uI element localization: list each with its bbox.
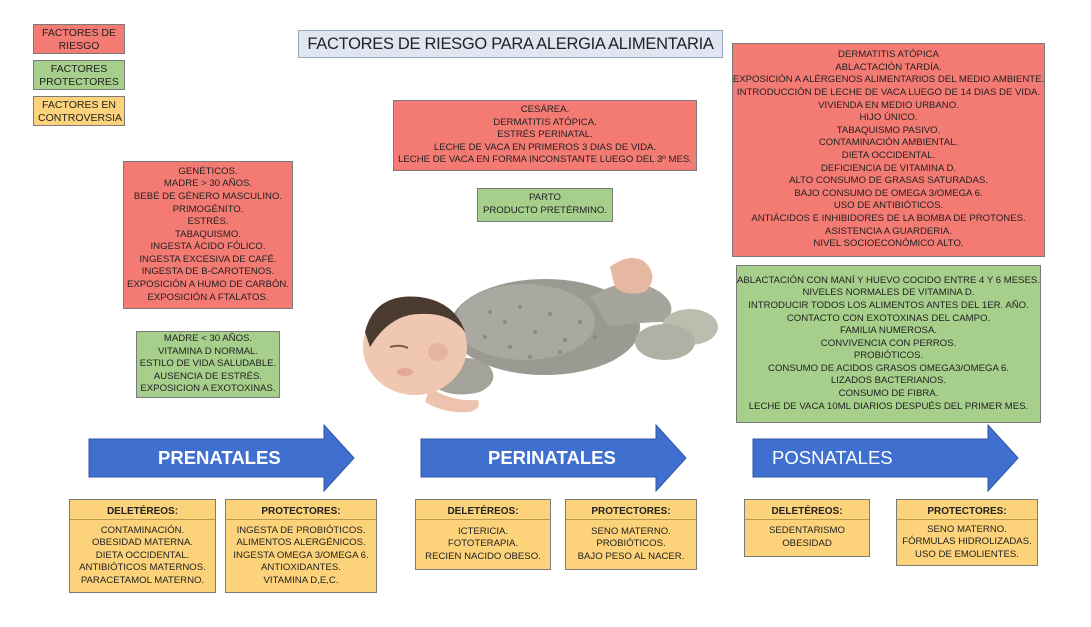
posnatal-risk-box — [732, 43, 1045, 257]
list-item: TABAQUISMO PASIVO. — [836, 124, 941, 136]
list-item: LECHE DE VACA EN PRIMEROS 3 DIAS DE VIDA. — [433, 141, 657, 153]
box-heading: PROTECTORES: — [591, 506, 671, 517]
list-item: NIVEL SOCIOECONÓMICO ALTO. — [813, 238, 964, 250]
list-item: CONSUMO DE ACIDOS GRASOS OMEGA3/OMEGA 6. — [768, 362, 1009, 374]
prenatal-protective-box-bottom — [225, 499, 377, 593]
box-heading: DELETÉREOS: — [771, 506, 843, 517]
list-item: PRODUCTO PRETÉRMINO. — [482, 205, 608, 216]
list-item: PARTO — [529, 192, 561, 204]
page-title: FACTORES DE RIESGO PARA ALERGIA ALIMENTARIA — [298, 30, 723, 58]
box-items — [897, 519, 1037, 565]
list-item: USO DE EMOLIENTES. — [915, 548, 1019, 560]
box-items — [566, 519, 696, 569]
perinatal-protective-box-bottom — [565, 499, 697, 570]
prenatal-protective-box — [136, 331, 280, 398]
list-item: TABAQUISMO. — [175, 228, 241, 240]
list-item: LECHE DE VACA EN FORMA INCONSTANTE LUEGO DEL 3º MES. — [398, 154, 692, 166]
list-item: FOTOTERAPIA. — [447, 538, 519, 550]
list-item: PARACETAMOL MATERNO. — [80, 574, 205, 586]
list-item: PROBIÓTICOS. — [853, 350, 924, 362]
list-item: CONVIVENCIA CON PERROS. — [820, 337, 957, 349]
list-item: ESTRÉS PERINATAL. — [497, 129, 593, 141]
list-item: RECIEN NACIDO OBESO. — [425, 550, 541, 562]
posnatal-protective-box — [736, 265, 1041, 423]
prenatal-arrow-label: PRENATALES — [158, 447, 281, 468]
list-item: INGESTA DE B-CAROTENOS. — [141, 266, 275, 278]
perinatal-risk-box — [393, 100, 697, 171]
list-item: FAMILIA NUMEROSA. — [839, 325, 938, 337]
list-item: DIETA OCCIDENTAL. — [841, 150, 936, 161]
box-heading: DELETÉREOS: — [106, 506, 179, 517]
legend-risk: FACTORES DE RIESGO — [33, 24, 125, 54]
prenatal-risk-box — [123, 161, 293, 309]
list-item: LIZADOS BACTERIANOS. — [830, 375, 947, 387]
list-item: SENO MATERNO. — [591, 525, 671, 537]
posnatal-deleterious-box — [744, 499, 870, 557]
list-item: INGESTA ÁCIDO FÓLICO. — [150, 241, 266, 253]
list-item: GENÉTICOS. — [178, 165, 238, 177]
list-item: CESÁREA. — [520, 104, 570, 116]
list-item: SENO MATERNO. — [927, 523, 1007, 535]
legend-controversy: FACTORES EN CONTROVERSIA — [33, 96, 125, 126]
list-item: ESTRÉS. — [187, 216, 229, 228]
list-item: ESTILO DE VIDA SALUDABLE. — [139, 358, 277, 370]
list-item: CONSUMO DE FIBRA. — [838, 388, 939, 400]
list-item: HIJO ÚNICO. — [859, 112, 918, 124]
box-heading: PROTECTORES: — [261, 506, 341, 517]
list-item: ALIMENTOS ALERGÉNICOS. — [236, 537, 366, 549]
box-items — [226, 519, 376, 592]
list-item: AUSENCIA DE ESTRÉS. — [153, 370, 263, 382]
box-heading: PROTECTORES: — [927, 506, 1007, 517]
list-item: MADRE > 30 AÑOS. — [163, 178, 253, 190]
list-item: NIVELES NORMALES DE VITAMINA D. — [802, 287, 975, 299]
box-items — [745, 519, 869, 556]
list-item: LECHE DE VACA 10ML DIARIOS DESPUÉS DEL PRIMER MES. — [748, 400, 1029, 412]
list-item: INTRODUCCIÓN DE LECHE DE VACA LUEGO DE 14 DIAS DE VIDA. — [736, 87, 1041, 99]
perinatal-protective-box — [477, 188, 613, 222]
list-item: PRIMOGÉNITO. — [172, 203, 244, 215]
list-item: INGESTA OMEGA 3/OMEGA 6. — [233, 549, 369, 561]
list-item: ANTIOXIDANTES. — [261, 562, 341, 574]
list-item: MADRE < 30 AÑOS. — [163, 333, 253, 345]
box-items — [416, 519, 550, 569]
list-item: BEBÉ DE GÉNERO MASCULINO. — [133, 190, 283, 202]
posnatal-protective-box-bottom — [896, 499, 1038, 566]
list-item: ANTIÁCIDOS E INHIBIDORES DE LA BOMBA DE PROTONES. — [751, 212, 1026, 224]
list-item: VIVIENDA EN MEDIO URBANO. — [818, 99, 959, 111]
list-item: ICTERICIA. — [457, 525, 509, 537]
list-item: ALTO CONSUMO DE GRASAS SATURADAS. — [789, 175, 988, 187]
list-item: OBESIDAD — [782, 538, 832, 549]
box-items — [70, 519, 215, 592]
list-item: FÓRMULAS HIDROLIZADAS. — [902, 536, 1032, 548]
list-item: EXPOSICION A EXOTOXINAS. — [140, 383, 276, 395]
list-item: DERMATITIS ATÓPICA. — [493, 116, 597, 128]
list-item: PROBIÓTICOS. — [596, 538, 666, 550]
posnatal-arrow-label: POSNATALES — [772, 447, 893, 468]
list-item: DEFICIENCIA DE VITAMINA D. — [820, 162, 957, 174]
list-item: ASISTENCIA A GUARDERIA. — [825, 225, 952, 237]
list-item: EXPOSICIÓN A ALÉRGENOS ALIMENTARIOS DEL MEDIO AMBIENTE. — [732, 74, 1045, 86]
list-item: BAJO PESO AL NACER. — [577, 550, 685, 562]
list-item: INTRODUCIR TODOS LOS ALIMENTOS ANTES DEL 1ER. AÑO. — [748, 299, 1029, 311]
list-item: INGESTA DE PROBIÓTICOS. — [236, 524, 366, 536]
list-item: VITAMINA D,E,C. — [263, 574, 339, 586]
sleeping-baby-image — [360, 252, 730, 422]
list-item: ANTIBIÓTICOS MATERNOS. — [79, 562, 206, 574]
legend-protective: FACTORES PROTECTORES — [33, 60, 125, 90]
perinatal-arrow-label: PERINATALES — [488, 447, 616, 468]
list-item: VITAMINA D NORMAL. — [157, 345, 259, 357]
list-item: CONTAMINACIÓN. — [100, 524, 185, 536]
list-item: CONTACTO CON EXOTOXINAS DEL CAMPO. — [786, 312, 991, 324]
list-item: EXPOSICIÓN A FTALATOS. — [147, 291, 269, 303]
perinatal-deleterious-box — [415, 499, 551, 570]
box-heading: DELETÉREOS: — [447, 506, 519, 517]
list-item: EXPOSICIÓN A HUMO DE CARBÓN. — [126, 279, 290, 291]
list-item: ABLACTACIÓN TARDÍA. — [835, 61, 942, 73]
list-item: BAJO CONSUMO DE OMEGA 3/OMEGA 6. — [794, 187, 983, 199]
list-item: ABLACTACIÓN CON MANÍ Y HUEVO COCIDO ENTRE 4 Y 6 MESES. — [737, 274, 1040, 286]
list-item: OBESIDAD MATERNA. — [91, 537, 194, 549]
list-item: DIETA OCCIDENTAL. — [95, 549, 190, 561]
list-item: DERMATITIS ATÓPICA — [838, 49, 939, 61]
list-item: INGESTA EXCESIVA DE CAFÉ. — [139, 253, 277, 265]
prenatal-deleterious-box — [69, 499, 216, 593]
list-item: SEDENTARISMO — [768, 525, 846, 537]
list-item: USO DE ANTIBIÓTICOS. — [833, 200, 944, 212]
list-item: CONTAMINACIÓN AMBIENTAL. — [818, 137, 959, 149]
